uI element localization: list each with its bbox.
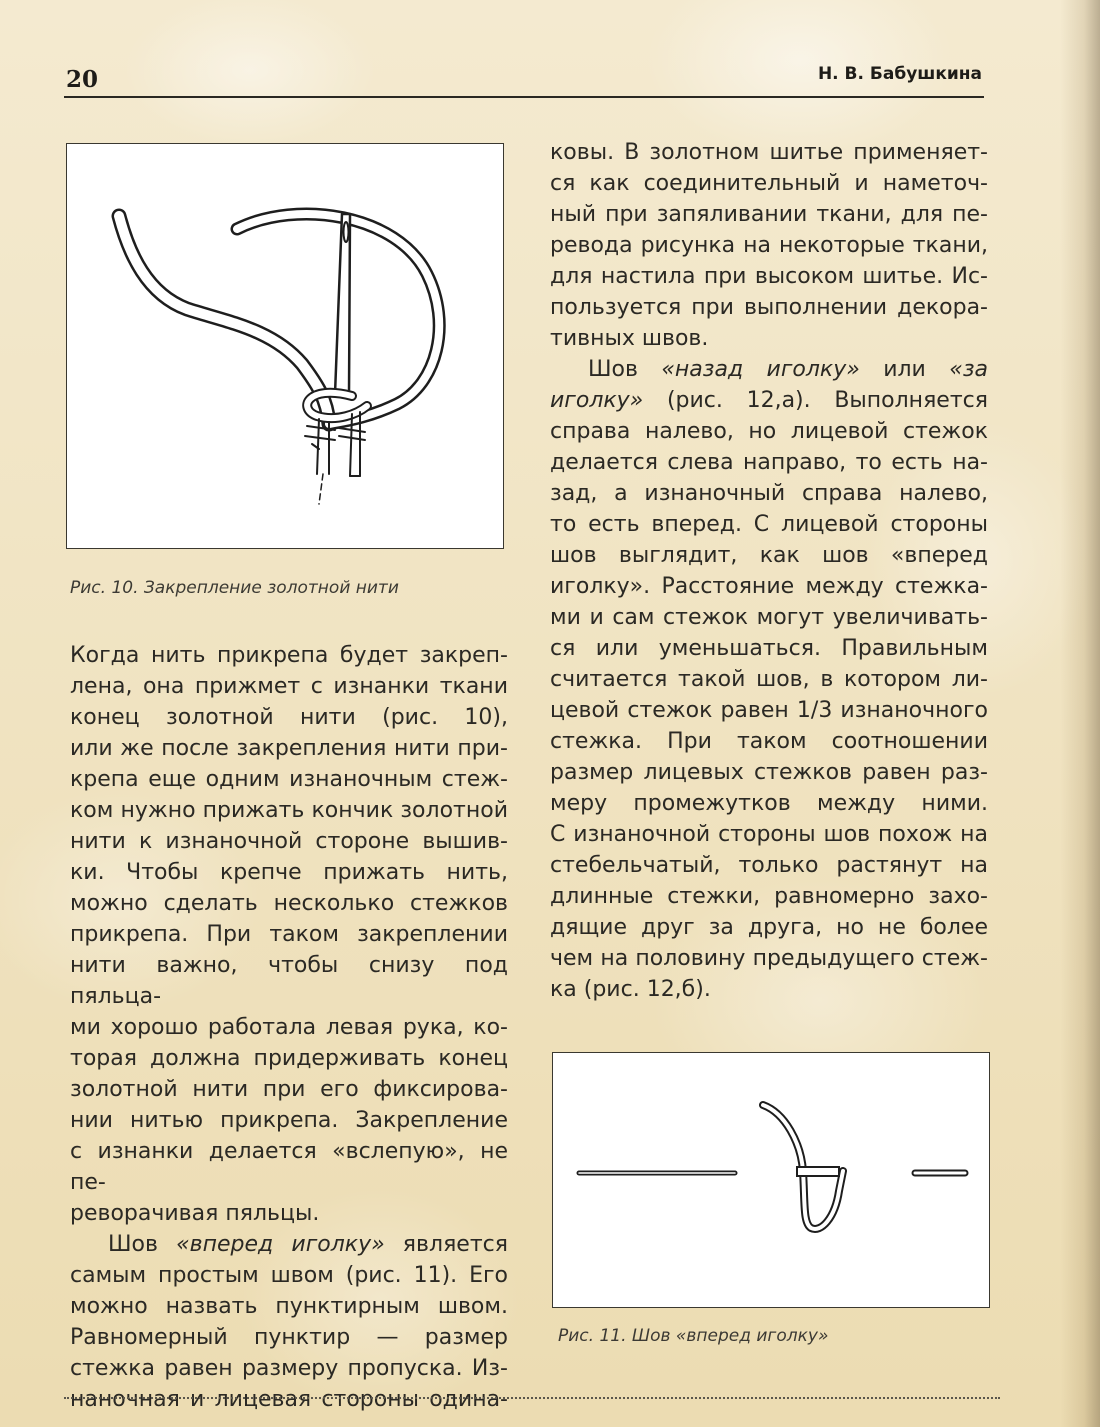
text-line: можно назвать пунктирным швом. <box>70 1294 508 1319</box>
text-line: нии нитью прикрепа. Закрепление <box>70 1108 508 1133</box>
text-line: торая должна придерживать конец <box>70 1046 508 1071</box>
text-run: Шов <box>108 1232 177 1257</box>
text-line: прикрепа. При таком закреплении <box>70 922 508 947</box>
text-line: стебельчатый, только растянут на <box>550 853 988 878</box>
text-line: длинные стежки, равномерно захо- <box>550 884 988 909</box>
text-line <box>550 354 988 385</box>
figure-10-illustration <box>66 143 504 549</box>
text-line: ком нужно прижать кончик золотной <box>70 798 508 823</box>
left-text-column <box>70 640 508 1415</box>
footer-dotted-rule <box>64 1397 1000 1399</box>
text-line: крепа еще одним изнаночным стеж- <box>70 767 508 792</box>
text-line: чем на половину предыдущего стеж- <box>550 946 988 971</box>
text-line: Когда нить прикрепа будет закреп- <box>70 643 508 668</box>
text-line: С изнаночной стороны шов похож на <box>550 822 988 847</box>
text-line: ся как соединительный и наметоч- <box>550 171 988 196</box>
text-line: ми и сам стежок могут увеличивать- <box>550 605 988 630</box>
text-line: или же после закрепления нити при- <box>70 736 508 761</box>
text-line: золотной нити при его фиксирова- <box>70 1077 508 1102</box>
term-forward-needle: «вперед иголку» <box>176 1232 385 1257</box>
text-line: размер лицевых стежков равен раз- <box>550 760 988 785</box>
text-run: является <box>384 1232 508 1257</box>
right-text-column <box>550 137 988 1005</box>
text-line: наночная и лицевая стороны одина- <box>70 1387 508 1412</box>
term-back-needle: «назад иголку» <box>661 357 860 382</box>
header-rule <box>64 96 984 98</box>
text-line: зад, а изнаночный справа налево, <box>550 481 988 506</box>
text-line: дящие друг за друга, но не более <box>550 915 988 940</box>
text-line: считается такой шов, в котором ли- <box>550 667 988 692</box>
text-line: иголку». Расстояние между стежка- <box>550 574 988 599</box>
text-line <box>70 1229 508 1260</box>
left-paragraph-2 <box>70 1229 508 1415</box>
text-line: тивных швов. <box>550 326 709 351</box>
text-line: ки. Чтобы крепче прижать нить, <box>70 860 508 885</box>
text-line: Равномерный пунктир — размер <box>70 1325 508 1350</box>
book-spine-shadow <box>1060 0 1100 1427</box>
text-line: с изнанки делается «вслепую», не пе- <box>70 1139 508 1195</box>
text-line: ка (рис. 12,б). <box>550 977 711 1002</box>
left-paragraph-1 <box>70 640 508 1229</box>
text-line: меру промежутков между ними. <box>550 791 988 816</box>
right-paragraph-1 <box>550 137 988 354</box>
text-line: самым простым швом (рис. 11). Его <box>70 1263 508 1288</box>
figure-11-illustration <box>552 1052 990 1308</box>
text-line: можно сделать несколько стежков <box>70 891 508 916</box>
text-line: для настила при высоком шитье. Ис- <box>550 264 988 289</box>
term-behind-needle-cont: иголку» <box>550 388 644 413</box>
text-line <box>550 385 988 416</box>
text-line: справа налево, но лицевой стежок <box>550 419 988 444</box>
text-line: стежка. При таком соотношении <box>550 729 988 754</box>
text-run: или <box>859 357 950 382</box>
text-line: цевой стежок равен 1/3 изнаночного <box>550 698 988 723</box>
text-line: ревода рисунка на некоторые ткани, <box>550 233 988 258</box>
right-paragraph-2 <box>550 354 988 1005</box>
figure-10-caption: Рис. 10. Закрепление золотной нити <box>70 578 399 598</box>
text-line: реворачивая пяльцы. <box>70 1201 320 1226</box>
text-line: нити важно, чтобы снизу под пяльца- <box>70 953 508 1009</box>
term-behind-needle: «за <box>949 357 988 382</box>
text-line: лена, она прижмет с изнанки ткани <box>70 674 508 699</box>
text-line: стежка равен размеру пропуска. Из- <box>70 1356 508 1381</box>
text-line: делается слева направо, то есть на- <box>550 450 988 475</box>
page-number: 20 <box>66 66 99 93</box>
text-line: конец золотной нити (рис. 10), <box>70 705 508 730</box>
text-line: то есть вперед. С лицевой стороны <box>550 512 988 537</box>
text-line: ся или уменьшаться. Правильным <box>550 636 988 661</box>
text-run: Шов <box>588 357 662 382</box>
text-line: шов выглядит, как шов «вперед <box>550 543 988 568</box>
text-line: ковы. В золотном шитье применяет- <box>550 140 988 165</box>
figure-11-caption: Рис. 11. Шов «вперед иголку» <box>558 1326 829 1346</box>
text-line: нити к изнаночной стороне вышив- <box>70 829 508 854</box>
text-line: ми хорошо работала левая рука, ко- <box>70 1015 508 1040</box>
text-line: ный при запяливании ткани, для пе- <box>550 202 988 227</box>
text-line: пользуется при выполнении декора- <box>550 295 988 320</box>
running-header-author: Н. В. Бабушкина <box>817 64 982 84</box>
text-run: (рис. 12,а). Выполняется <box>643 388 988 413</box>
